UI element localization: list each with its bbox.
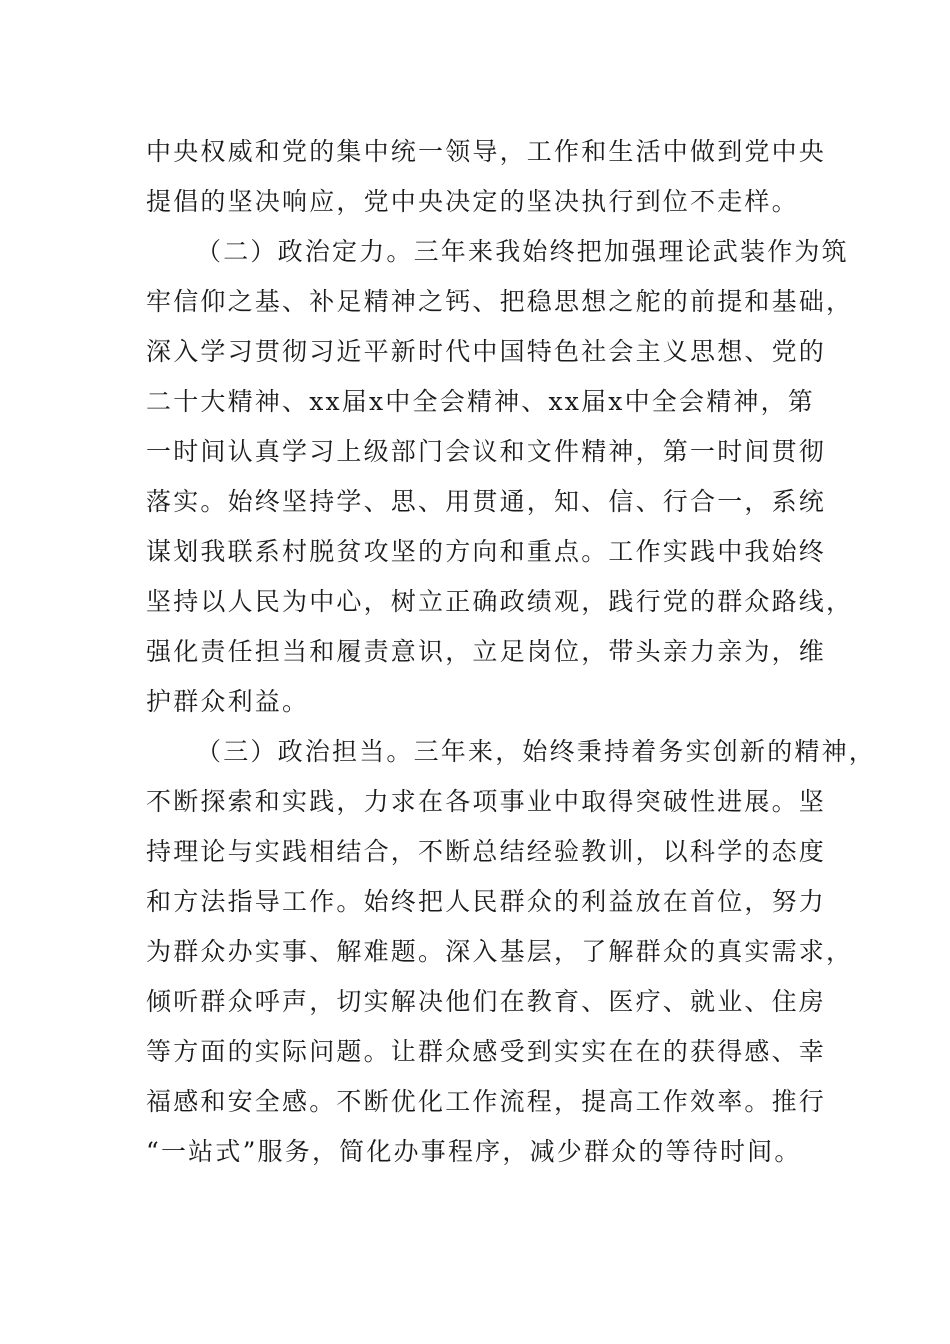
paragraph-heading-2: （二）政治定力。三年来我始终把加强理论武装作为筑 xyxy=(196,237,849,266)
text-line: 中央权威和党的集中统一领导，工作和生活中做到党中央 xyxy=(146,137,827,166)
text-line: 和方法指导工作。始终把人民群众的利益放在首位，努力 xyxy=(146,887,827,916)
text-line: 护群众利益。 xyxy=(146,687,310,716)
text-line: 持理论与实践相结合，不断总结经验教训，以科学的态度 xyxy=(146,837,827,866)
text-line: 倾听群众呼声，切实解决他们在教育、医疗、就业、住房 xyxy=(146,987,827,1016)
text-line: 二十大精神、xx届x中全会精神、xx届x中全会精神，第 xyxy=(146,387,815,416)
text-line: 福感和安全感。不断优化工作流程，提高工作效率。推行 xyxy=(146,1087,827,1116)
text-line: 等方面的实际问题。让群众感受到实实在在的获得感、幸 xyxy=(146,1037,827,1066)
text-line: 提倡的坚决响应，党中央决定的坚决执行到位不走样。 xyxy=(146,187,799,216)
text-line: 牢信仰之基、补足精神之钙、把稳思想之舵的前提和基础， xyxy=(146,287,854,316)
text-line: 坚持以人民为中心，树立正确政绩观，践行党的群众路线， xyxy=(146,587,854,616)
text-line: 深入学习贯彻习近平新时代中国特色社会主义思想、党的 xyxy=(146,337,827,366)
text-line: 落实。始终坚持学、思、用贯通，知、信、行合一，系统 xyxy=(146,487,827,516)
text-line: 谋划我联系村脱贫攻坚的方向和重点。工作实践中我始终 xyxy=(146,537,827,566)
text-line: 为群众办实事、解难题。深入基层，了解群众的真实需求， xyxy=(146,937,854,966)
text-line: 强化责任担当和履责意识，立足岗位，带头亲力亲为，维 xyxy=(146,637,827,666)
text-line: 一时间认真学习上级部门会议和文件精神，第一时间贯彻 xyxy=(146,437,827,466)
text-line: 不断探索和实践，力求在各项事业中取得突破性进展。坚 xyxy=(146,787,827,816)
text-line: “一站式”服务，简化办事程序，减少群众的等待时间。 xyxy=(146,1137,802,1166)
paragraph-heading-3: （三）政治担当。三年来，始终秉持着务实创新的精神， xyxy=(196,737,877,766)
